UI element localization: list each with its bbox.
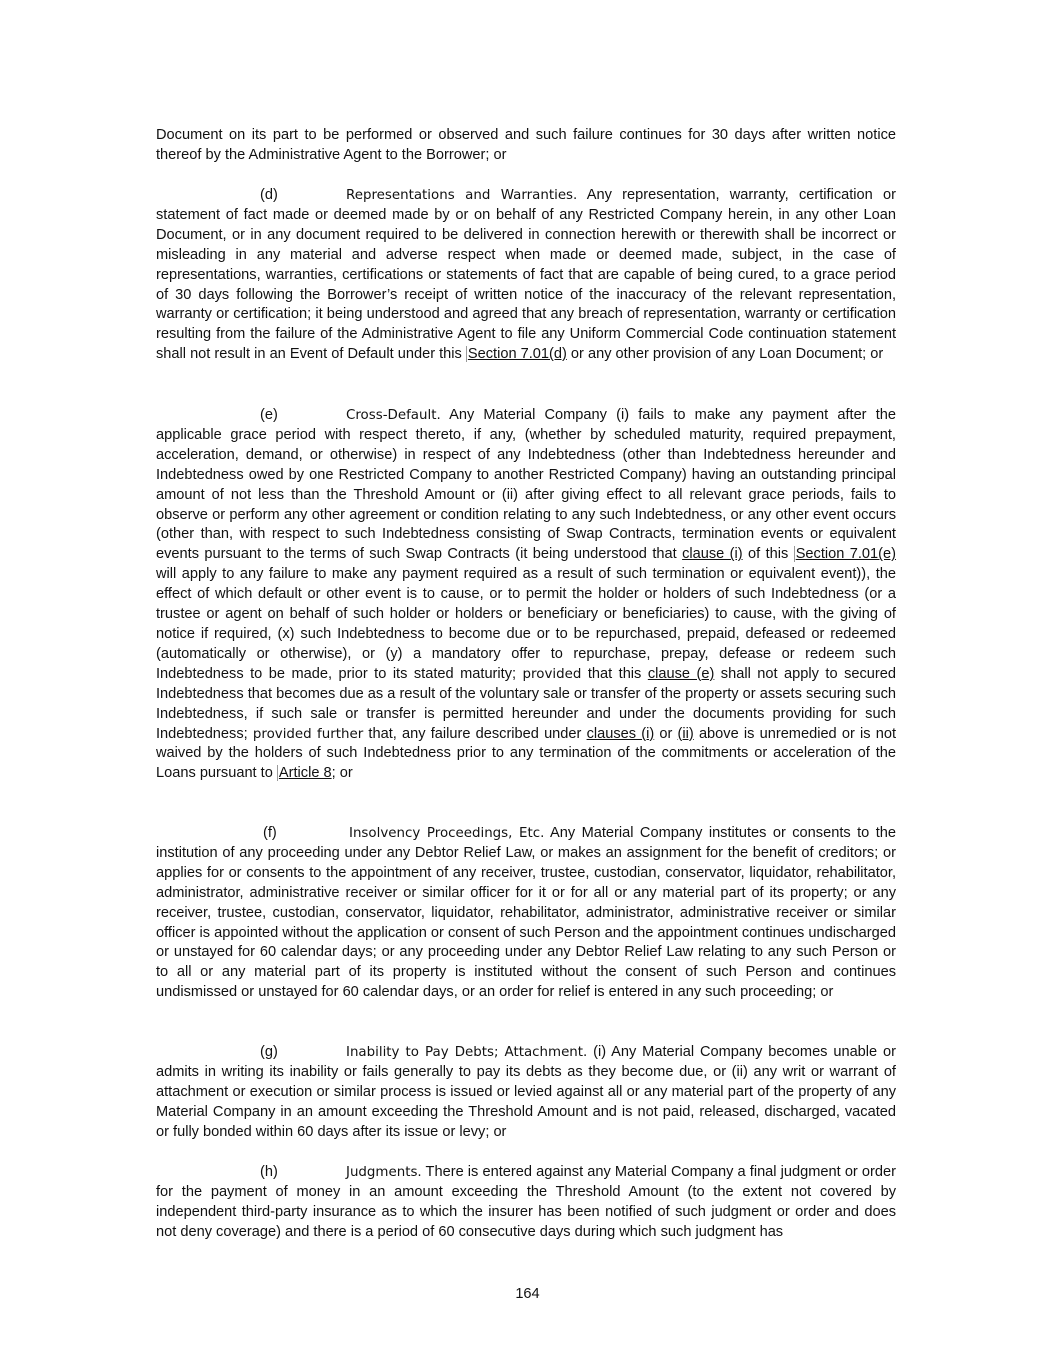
paragraph-continuation: [156, 126, 896, 166]
clause-heading: Judgments.: [346, 1165, 422, 1180]
clause-heading: Inability to Pay Debts; Attachment.: [346, 1045, 588, 1060]
paragraph-text: Document on its part to be performed or observed and such failure continues for 30 days after written notice thereof by the Administrative Agent to the Borrower; or: [156, 127, 896, 163]
paragraph-h: (h) Judgments. There is entered against any Material Company a final judgment or order for the payment of money in an amount exceeding the Threshold Amount (to the extent not covered by independent third-party insurance as to which the insurer has been notified of such judgment or order and does not deny coverage) and there is a period of 60 consecutive days during which such judgment has: [156, 1164, 896, 1240]
clause-reference: (ii): [677, 725, 694, 742]
clause-label: (d): [260, 187, 278, 203]
clause-label: (g): [260, 1044, 278, 1060]
page-number: 164: [515, 1286, 540, 1302]
section-cross-reference: Section 7.01(d): [467, 346, 567, 363]
clause-heading: Insolvency Proceedings, Etc.: [349, 826, 545, 841]
clause-label: (h): [260, 1164, 278, 1180]
clause-label: (f): [263, 825, 277, 841]
section-cross-reference: Section 7.01(e): [795, 546, 896, 563]
clause-reference: clause (i): [682, 546, 743, 563]
article-cross-reference: Article 8: [278, 765, 332, 782]
clause-reference: clauses (i): [586, 725, 655, 742]
clause-heading: Cross-Default.: [346, 408, 441, 423]
paragraph-f: (f) Insolvency Proceedings, Etc. Any Material Company institutes or consents to the institution of any proceeding under any Debtor Relief Law, or makes an assignment for the benefit of creditors; or applies for or consents to the appointment of any receiver, trustee, custodian, conservator, liquidator, rehabilitator, administrator, administrative receiver or similar officer for it or for all or any material part of its property; or any receiver, trustee, custodian, conservator, liquidator, rehabilitator, administrator, administrative receiver or similar officer is appointed without the application or consent of such Person and the appointment continues undischarged or unstayed for 60 calendar days; or any proceeding under any Debtor Relief Law relating to any such Person or to all or any material part of its property is instituted without the consent of such Person and continues undismissed or unstayed for 60 calendar days, or an order for relief is entered in any such proceeding; or: [156, 825, 896, 1001]
paragraph-e: (e) Cross-Default. Any Material Company (i) fails to make any payment after the applicable grace period with respect thereto, if any, (whether by scheduled maturity, required prepayment, acceleration, demand, or otherwise) in respect of any Indebtedness (other than Indebtedness hereunder and Indebtedness owed by one Restricted Company to another Restricted Company) having an outstanding principal amount of not less than the Threshold Amount or (ii) after giving effect to all relevant grace periods, fails to observe or perform any other agreement or condition relating to any such Indebtedness, or any other event occurs (other than, with respect to such Indebtedness consisting of Swap Contracts, termination events or equivalent events pursuant to the terms of such Swap Contracts (it being understood that clause (i) of this Section 7.01(e) will apply to any failure to make any payment required as a result of such termination or equivalent event)), the effect of which default or other event is to cause, or to permit the holder or holders of such Indebtedness (or a trustee or agent on behalf of such holder or holders or beneficiary or beneficiaries) to cause, with the giving of notice if required, (x) such Indebtedness to become due or to be repurchased, prepaid, defeased or redeemed (automatically or otherwise), or (y) a mandatory offer to repurchase, prepay, defease or redeem such Indebtedness to be made, prior to its stated maturity; provided that this clause (e) shall not apply to secured Indebtedness that becomes due as a result of the voluntary sale or transfer of the property or assets securing such Indebtedness, if such sale or transfer is permitted hereunder and under the documents providing for such Indebtedness; provided further that, any failure described under clauses (i) or (ii) above is unremedied or is not waived by the holders of such Indebtedness prior to any termination of the commitments or acceleration of the Loans pursuant to Article 8; or: [156, 407, 897, 782]
clause-label: (e): [260, 407, 278, 423]
proviso-term: provided: [522, 666, 582, 682]
clause-heading: Representations and Warranties.: [346, 188, 578, 203]
paragraph-d: (d) Representations and Warranties. Any representation, warranty, certification or statement of fact made or deemed made by or on behalf of any Restricted Company herein, in any other Loan Document, or in any document required to be delivered in connection herewith or therewith shall be incorrect or misleading in any material and adverse respect when made or deemed made, subject, in the case of representations, warranties, certifications or statements of fact that are capable of being cured, to a grace period of 30 days following the Borrower’s receipt of written notice of the inaccuracy of the relevant representation, warranty or certification; it being understood and agreed that any breach of representation, warranty or certification resulting from the failure of the Administrative Agent to file any Uniform Commercial Code continuation statement shall not result in an Event of Default under this Section 7.01(d) or any other provision of any Loan Document; or: [156, 187, 896, 363]
paragraph-g: (g) Inability to Pay Debts; Attachment. (i) Any Material Company becomes unable or admits in writing its inability or fails generally to pay its debts as they become due, or (ii) any writ or warrant of attachment or execution or similar process is issued or levied against all or any material part of the property of any Material Company in an amount exceeding the Threshold Amount and is not paid, released, discharged, vacated or fully bonded within 60 days after its issue or levy; or: [156, 1044, 896, 1140]
proviso-term: provided further: [252, 726, 364, 742]
clause-reference: clause (e): [647, 665, 715, 682]
